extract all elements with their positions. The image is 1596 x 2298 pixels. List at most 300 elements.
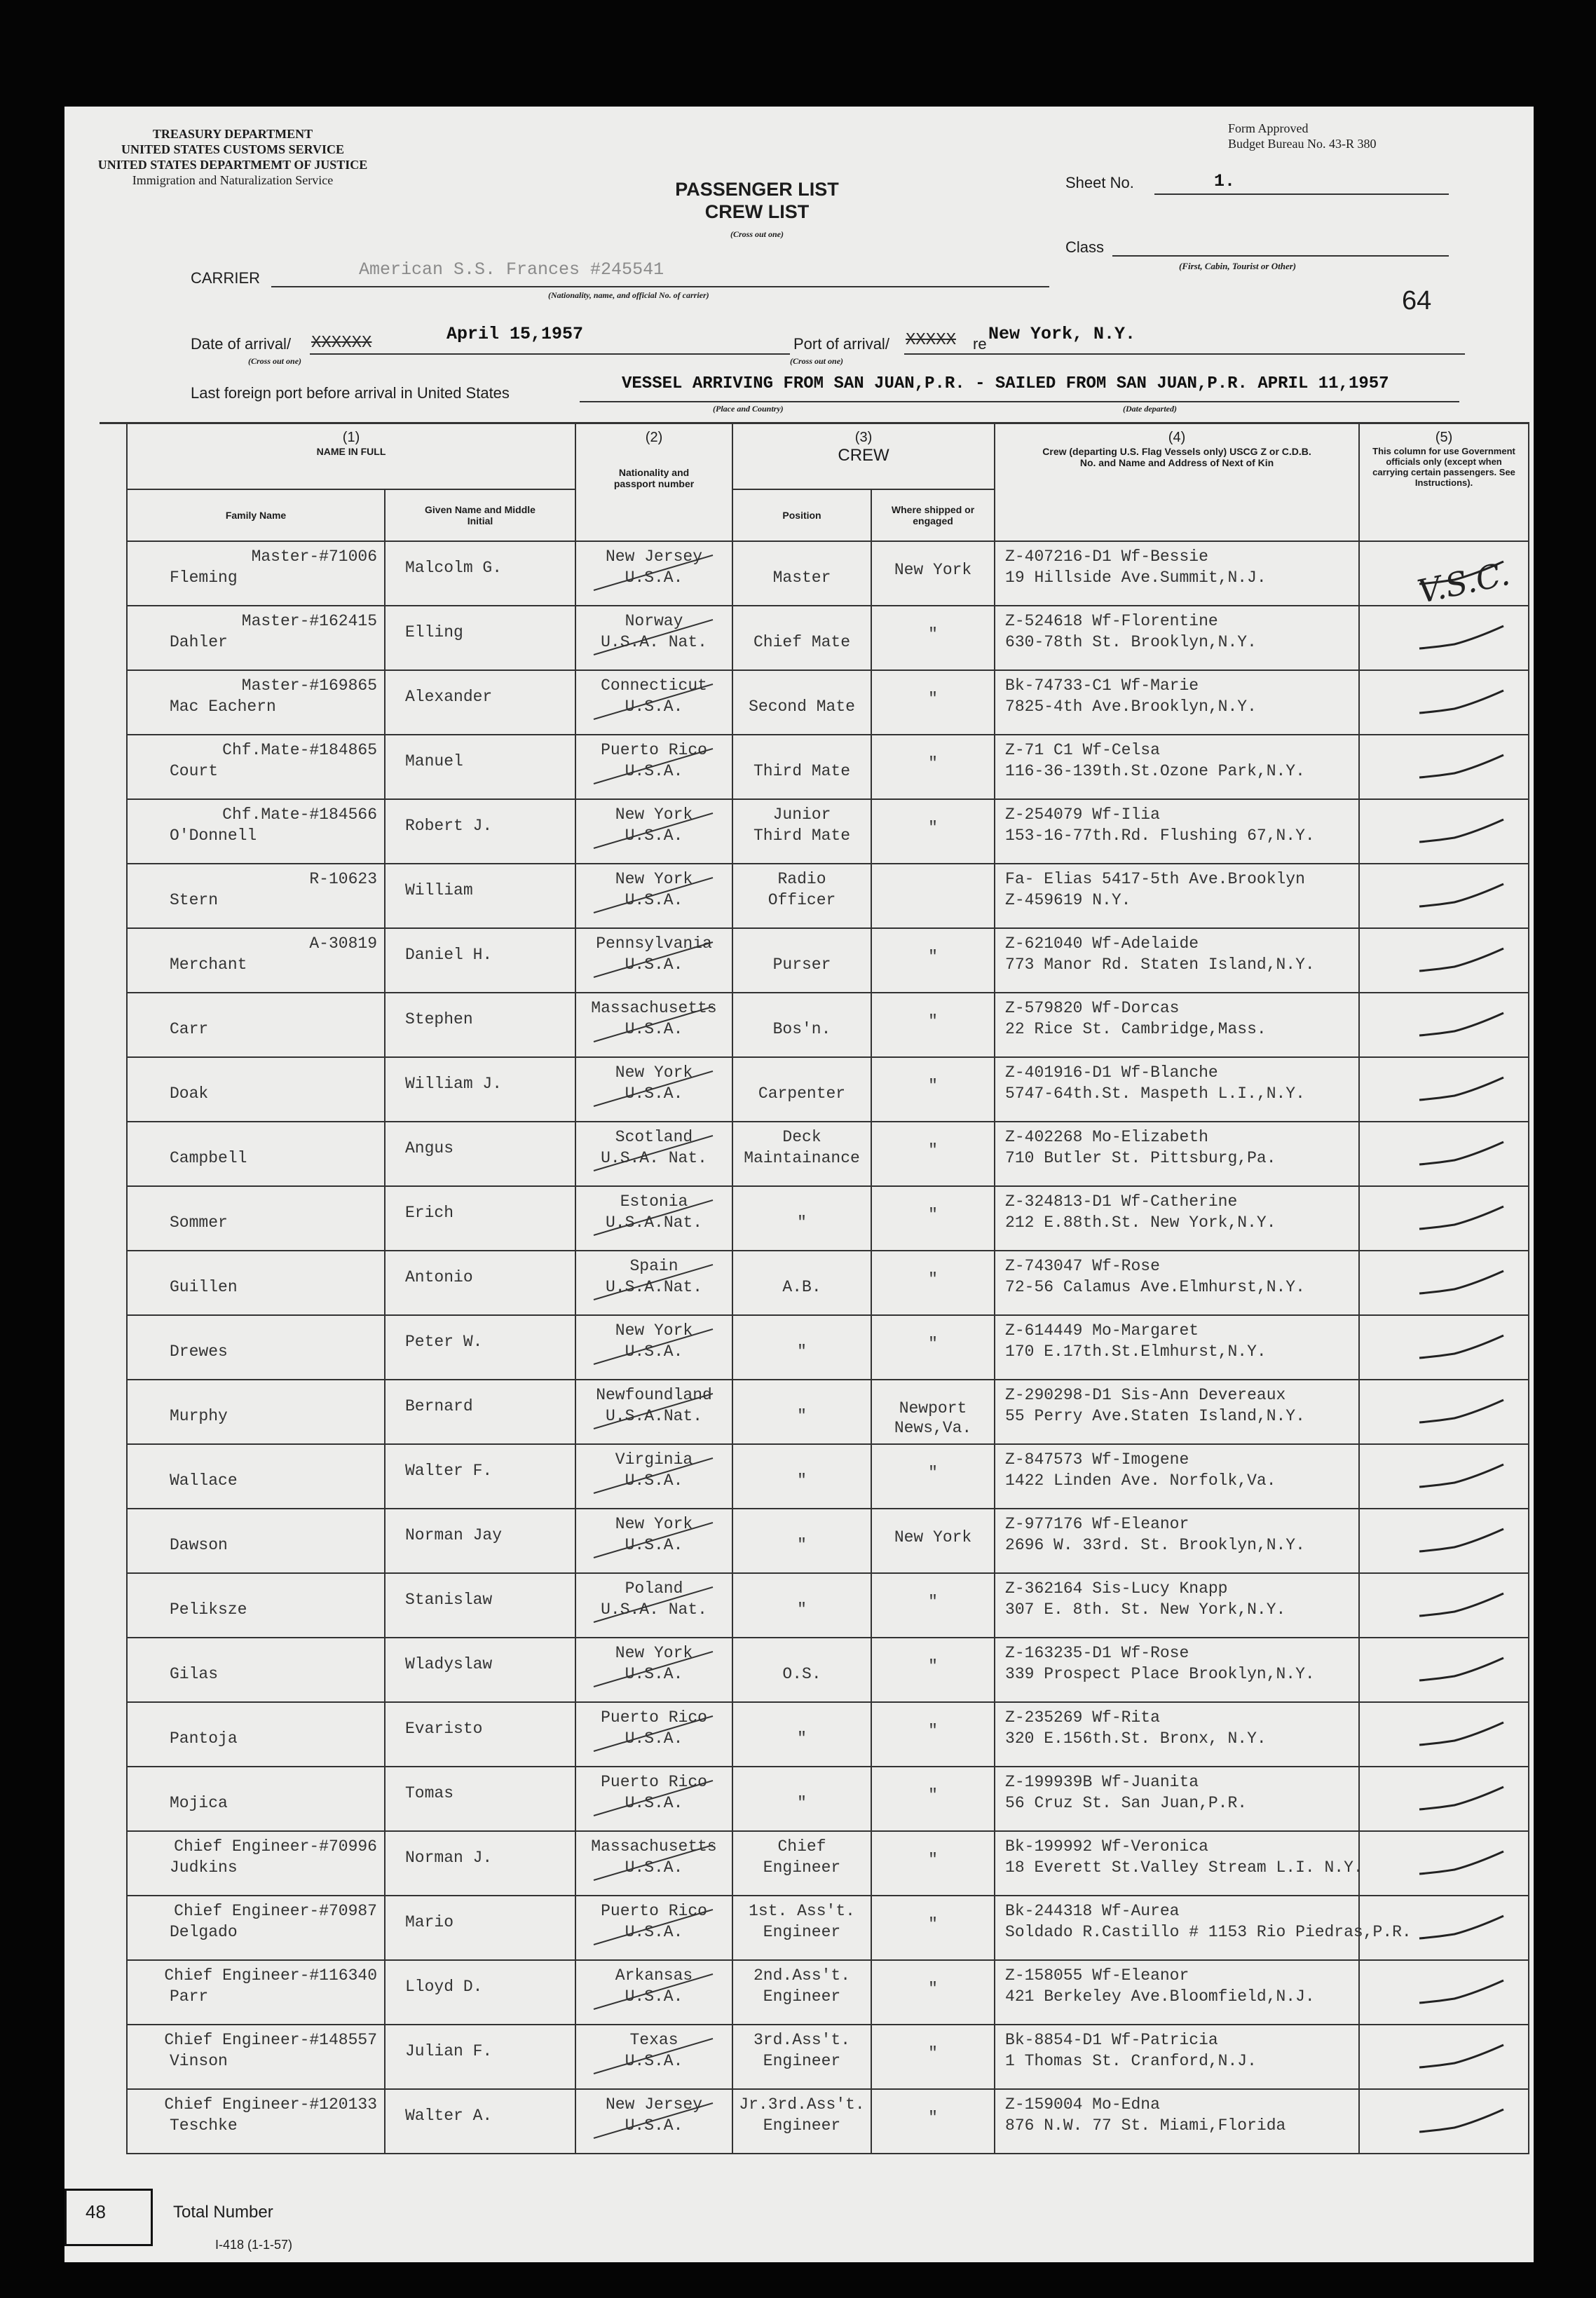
family-name-cell bbox=[127, 1186, 385, 1251]
position-cell bbox=[732, 1573, 871, 1638]
check-mark-icon bbox=[1416, 1330, 1507, 1370]
given-name-cell bbox=[385, 928, 575, 993]
given-name-cell bbox=[385, 1831, 575, 1896]
check-mark-icon bbox=[1416, 2104, 1507, 2144]
where-shipped: New York bbox=[894, 1528, 972, 1546]
family-name-cell bbox=[127, 928, 385, 993]
position: Engineer bbox=[763, 1987, 841, 2006]
uscg-number-kin: Z-254079 Wf-Ilia bbox=[1005, 805, 1160, 824]
strike-mark bbox=[590, 2100, 716, 2142]
department-block bbox=[86, 126, 380, 188]
position-cell bbox=[732, 1896, 871, 1960]
position-line1: Junior bbox=[772, 805, 831, 824]
family-name-cell bbox=[127, 1251, 385, 1315]
given-name: Daniel H. bbox=[405, 946, 493, 964]
nationality-cell bbox=[575, 541, 732, 606]
given-name-cell bbox=[385, 1251, 575, 1315]
table-row bbox=[127, 928, 1529, 993]
given-name: Lloyd D. bbox=[405, 1978, 483, 1996]
kin-address: 710 Butler St. Pittsburg,Pa. bbox=[1005, 1149, 1276, 1167]
where-shipped-cell bbox=[871, 1638, 995, 1702]
strike-mark bbox=[590, 616, 716, 658]
sheet-no-label: Sheet No. bbox=[1065, 174, 1134, 191]
col-crew bbox=[732, 423, 995, 489]
where-shipped: " bbox=[928, 1077, 938, 1095]
license-number: Chief Engineer-#116340 bbox=[164, 1966, 377, 1985]
strike-mark bbox=[590, 552, 716, 594]
uscg-number-kin: Z-290298-D1 Sis-Ann Devereaux bbox=[1005, 1386, 1286, 1404]
next-of-kin-cell bbox=[995, 1573, 1359, 1638]
position-cell bbox=[732, 1638, 871, 1702]
given-name-cell bbox=[385, 1444, 575, 1509]
port-of-arrival-struck: XXXXX bbox=[906, 331, 957, 350]
where-shipped: " bbox=[928, 754, 938, 773]
passport-country: U.S.A. bbox=[625, 827, 683, 845]
family-name: Judkins bbox=[170, 1858, 238, 1877]
where-shipped-cell bbox=[871, 928, 995, 993]
nationality: Puerto Rico bbox=[601, 1773, 707, 1791]
kin-address: Z-459619 N.Y. bbox=[1005, 891, 1131, 909]
government-use-cell bbox=[1359, 1315, 1529, 1380]
strike-mark bbox=[590, 1003, 716, 1045]
next-of-kin-cell bbox=[995, 1186, 1359, 1251]
check-mark-icon bbox=[1416, 685, 1507, 725]
check-mark-icon bbox=[1416, 1846, 1507, 1886]
where-shipped: " bbox=[928, 1915, 938, 1933]
kin-address: 421 Berkeley Ave.Bloomfield,N.J. bbox=[1005, 1987, 1315, 2006]
date-departed-hint: (Date departed) bbox=[1123, 404, 1177, 414]
check-mark-icon bbox=[1416, 1975, 1507, 2015]
kin-address: 7825-4th Ave.Brooklyn,N.Y. bbox=[1005, 698, 1257, 716]
where-shipped: " bbox=[928, 2044, 938, 2062]
government-use-cell bbox=[1359, 1380, 1529, 1444]
family-name-cell bbox=[127, 1960, 385, 2025]
government-use-cell bbox=[1359, 606, 1529, 670]
next-of-kin-cell bbox=[995, 1444, 1359, 1509]
passport-country: U.S.A.Nat. bbox=[606, 1278, 703, 1296]
where-shipped-cell bbox=[871, 1960, 995, 2025]
carrier-value: American S.S. Frances #245541 bbox=[359, 259, 664, 280]
given-name-cell bbox=[385, 735, 575, 799]
where-shipped: " bbox=[928, 1206, 938, 1224]
family-name: O'Donnell bbox=[170, 827, 257, 845]
family-name: Campbell bbox=[170, 1149, 247, 1167]
family-name: Teschke bbox=[170, 2116, 238, 2135]
next-of-kin-cell bbox=[995, 2089, 1359, 2154]
manifest-sheet bbox=[64, 107, 1534, 2262]
table-row bbox=[127, 1122, 1529, 1186]
strike-mark bbox=[590, 745, 716, 787]
nationality-cell bbox=[575, 1251, 732, 1315]
position-cell bbox=[732, 1186, 871, 1251]
passport-country: U.S.A. bbox=[625, 1471, 683, 1490]
where-shipped-cell bbox=[871, 541, 995, 606]
table-row bbox=[127, 606, 1529, 670]
where-shipped-cell bbox=[871, 799, 995, 864]
table-row bbox=[127, 864, 1529, 928]
position-cell bbox=[732, 1122, 871, 1186]
nationality: New Jersey bbox=[606, 2095, 703, 2114]
uscg-number-kin: Z-324813-D1 Wf-Catherine bbox=[1005, 1192, 1238, 1211]
strike-mark bbox=[590, 1068, 716, 1110]
nationality: Puerto Rico bbox=[601, 741, 707, 759]
given-name: Robert J. bbox=[405, 817, 493, 835]
given-name-cell bbox=[385, 606, 575, 670]
strike-mark bbox=[590, 1842, 716, 1884]
nationality: Norway bbox=[625, 612, 683, 630]
check-mark-icon bbox=[1416, 814, 1507, 854]
date-of-arrival-struck: XXXXXX bbox=[311, 334, 372, 353]
col-num: (5) bbox=[1435, 430, 1453, 445]
check-mark-icon bbox=[1416, 749, 1507, 789]
next-of-kin-cell bbox=[995, 606, 1359, 670]
next-of-kin-cell bbox=[995, 1380, 1359, 1444]
position-cell bbox=[732, 1702, 871, 1767]
passport-country: U.S.A. Nat. bbox=[601, 633, 707, 651]
total-value: 48 bbox=[86, 2201, 106, 2222]
position-line1: 3rd.Ass't. bbox=[753, 2031, 851, 2049]
passport-country: U.S.A. bbox=[625, 1665, 683, 1683]
where-shipped-cell bbox=[871, 2089, 995, 2154]
strike-mark bbox=[590, 1906, 716, 1948]
government-use-cell bbox=[1359, 1444, 1529, 1509]
position: Master bbox=[772, 569, 831, 587]
position-cell bbox=[732, 735, 871, 799]
dept-line: TREASURY DEPARTMENT bbox=[152, 127, 313, 141]
passport-country: U.S.A. bbox=[625, 1794, 683, 1812]
budget-bureau: Budget Bureau No. 43-R 380 bbox=[1228, 137, 1377, 151]
col-label: NAME IN FULL bbox=[316, 446, 386, 457]
nationality: New York bbox=[615, 870, 693, 888]
nationality: New Jersey bbox=[606, 548, 703, 566]
where-shipped-cell bbox=[871, 1380, 995, 1444]
dept-line: Immigration and Naturalization Service bbox=[132, 173, 334, 187]
nationality: Scotland bbox=[615, 1128, 693, 1146]
position: A.B. bbox=[782, 1278, 821, 1296]
kin-address: 116-36-139th.St.Ozone Park,N.Y. bbox=[1005, 762, 1305, 780]
uscg-number-kin: Z-158055 Wf-Eleanor bbox=[1005, 1966, 1189, 1985]
nationality: Newfoundland bbox=[596, 1386, 712, 1404]
government-use-cell bbox=[1359, 928, 1529, 993]
position: Second Mate bbox=[749, 698, 855, 716]
nationality-cell bbox=[575, 1057, 732, 1122]
where-shipped-cell bbox=[871, 1057, 995, 1122]
family-name: Gilas bbox=[170, 1665, 219, 1683]
kin-address: Soldado R.Castillo # 1153 Rio Piedras,P.R. bbox=[1005, 1923, 1412, 1941]
uscg-number-kin: Z-71 C1 Wf-Celsa bbox=[1005, 741, 1160, 759]
table-row bbox=[127, 1638, 1529, 1702]
table-row bbox=[127, 1380, 1529, 1444]
nationality-cell bbox=[575, 1444, 732, 1509]
given-name: Manuel bbox=[405, 752, 463, 770]
family-name-cell bbox=[127, 1509, 385, 1573]
position-cell bbox=[732, 2025, 871, 2089]
given-name: William J. bbox=[405, 1075, 503, 1093]
where-shipped-cell bbox=[871, 1702, 995, 1767]
nationality: New York bbox=[615, 1515, 693, 1533]
family-name-cell bbox=[127, 1638, 385, 1702]
position: Maintainance bbox=[744, 1149, 860, 1167]
where-shipped: New York bbox=[894, 561, 972, 579]
form-approved: Form Approved bbox=[1228, 121, 1309, 135]
government-use-cell bbox=[1359, 1186, 1529, 1251]
passport-country: U.S.A. Nat. bbox=[601, 1600, 707, 1619]
where-shipped-cell bbox=[871, 1444, 995, 1509]
given-name: Walter A. bbox=[405, 2107, 493, 2125]
given-name: Julian F. bbox=[405, 2042, 493, 2060]
family-name-cell bbox=[127, 735, 385, 799]
government-use-cell bbox=[1359, 864, 1529, 928]
table-row bbox=[127, 1573, 1529, 1638]
given-name-cell bbox=[385, 1122, 575, 1186]
given-name-cell bbox=[385, 541, 575, 606]
kin-address: 1 Thomas St. Cranford,N.J. bbox=[1005, 2052, 1257, 2070]
passport-country: U.S.A. bbox=[625, 2052, 683, 2070]
nationality: Massachusetts bbox=[591, 1837, 717, 1856]
given-name: Antonio bbox=[405, 1268, 473, 1286]
position-cell bbox=[732, 1251, 871, 1315]
col-given-name: Given Name and Middle Initial bbox=[385, 489, 575, 541]
position: Third Mate bbox=[753, 762, 851, 780]
uscg-number-kin: Z-402268 Mo-Elizabeth bbox=[1005, 1128, 1208, 1146]
passport-country: U.S.A. bbox=[625, 1729, 683, 1748]
government-use-cell bbox=[1359, 1702, 1529, 1767]
kin-address: 72-56 Calamus Ave.Elmhurst,N.Y. bbox=[1005, 1278, 1305, 1296]
given-name: Erich bbox=[405, 1204, 454, 1222]
nationality: Arkansas bbox=[615, 1966, 693, 1985]
kin-address: 339 Prospect Place Brooklyn,N.Y. bbox=[1005, 1665, 1315, 1683]
given-name: Alexander bbox=[405, 688, 493, 706]
position-cell bbox=[732, 1831, 871, 1896]
port-of-arrival-label: Port of arrival/ bbox=[793, 335, 889, 353]
kin-address: 307 E. 8th. St. New York,N.Y. bbox=[1005, 1600, 1286, 1619]
family-name-cell bbox=[127, 1702, 385, 1767]
col-label: Nationality and passport number bbox=[613, 467, 695, 489]
government-use-cell bbox=[1359, 1251, 1529, 1315]
table-row bbox=[127, 1767, 1529, 1831]
kin-address: 56 Cruz St. San Juan,P.R. bbox=[1005, 1794, 1248, 1812]
place-hint: (Place and Country) bbox=[713, 404, 784, 414]
family-name: Drewes bbox=[170, 1342, 228, 1361]
government-use-cell bbox=[1359, 1573, 1529, 1638]
where-shipped: " bbox=[928, 1335, 938, 1353]
uscg-number-kin: Z-743047 Wf-Rose bbox=[1005, 1257, 1160, 1275]
strike-mark bbox=[590, 1197, 716, 1239]
government-use-cell bbox=[1359, 993, 1529, 1057]
next-of-kin-cell bbox=[995, 1960, 1359, 2025]
carrier-hint: (Nationality, name, and official No. of carrier) bbox=[548, 290, 709, 300]
given-name: Stephen bbox=[405, 1010, 473, 1028]
given-name-cell bbox=[385, 2089, 575, 2154]
given-name: Walter F. bbox=[405, 1462, 493, 1480]
table-row bbox=[127, 670, 1529, 735]
check-mark-icon bbox=[1416, 1201, 1507, 1241]
nationality-cell bbox=[575, 1831, 732, 1896]
position-cell bbox=[732, 1057, 871, 1122]
given-name: Wladyslaw bbox=[405, 1655, 493, 1673]
where-shipped: " bbox=[928, 948, 938, 966]
check-mark-icon bbox=[1416, 1136, 1507, 1176]
arrival-hint: (Cross out one) bbox=[248, 356, 302, 366]
where-shipped: " bbox=[928, 1851, 938, 1869]
where-shipped-cell bbox=[871, 1896, 995, 1960]
uscg-number-kin: Z-579820 Wf-Dorcas bbox=[1005, 999, 1180, 1017]
nationality-cell bbox=[575, 864, 732, 928]
family-name-cell bbox=[127, 1057, 385, 1122]
family-name: Dahler bbox=[170, 633, 228, 651]
strike-mark bbox=[590, 1971, 716, 2013]
family-name-cell bbox=[127, 993, 385, 1057]
position-cell bbox=[732, 799, 871, 864]
kin-address: 1422 Linden Ave. Norfolk,Va. bbox=[1005, 1471, 1276, 1490]
passport-country: U.S.A. bbox=[625, 569, 683, 587]
family-name: Carr bbox=[170, 1020, 209, 1038]
given-name-cell bbox=[385, 1767, 575, 1831]
col-nationality bbox=[575, 423, 732, 541]
family-name-cell bbox=[127, 1767, 385, 1831]
next-of-kin-cell bbox=[995, 1251, 1359, 1315]
where-shipped-cell bbox=[871, 1251, 995, 1315]
table-row bbox=[127, 799, 1529, 864]
check-mark-icon bbox=[1416, 1007, 1507, 1047]
table-row bbox=[127, 1251, 1529, 1315]
position: Chief Mate bbox=[753, 633, 851, 651]
strike-mark bbox=[590, 1261, 716, 1303]
check-mark-icon bbox=[1416, 1652, 1507, 1692]
position-line1: 2nd.Ass't. bbox=[753, 1966, 851, 1985]
position-cell bbox=[732, 606, 871, 670]
uscg-number-kin: Fa- Elias 5417-5th Ave.Brooklyn bbox=[1005, 870, 1305, 888]
given-name: Bernard bbox=[405, 1397, 473, 1415]
uscg-number-kin: Z-235269 Wf-Rita bbox=[1005, 1708, 1160, 1727]
license-number: Master-#169865 bbox=[241, 677, 377, 695]
strike-mark bbox=[590, 1326, 716, 1368]
strike-mark bbox=[590, 1584, 716, 1626]
where-shipped: " bbox=[928, 1722, 938, 1740]
next-of-kin-cell bbox=[995, 1702, 1359, 1767]
family-name-cell bbox=[127, 1380, 385, 1444]
col-family-name: Family Name bbox=[127, 489, 385, 541]
given-name: Tomas bbox=[405, 1784, 454, 1802]
carrier-label: CARRIER bbox=[191, 269, 261, 287]
form-approval bbox=[1228, 121, 1376, 151]
nationality-cell bbox=[575, 1509, 732, 1573]
next-of-kin-cell bbox=[995, 1509, 1359, 1573]
nationality-cell bbox=[575, 1960, 732, 2025]
col-num: (1) bbox=[342, 430, 360, 445]
col-position: Position bbox=[732, 489, 871, 541]
uscg-number-kin: Z-847573 Wf-Imogene bbox=[1005, 1450, 1189, 1469]
nationality-cell bbox=[575, 2089, 732, 2154]
government-use-cell bbox=[1359, 1896, 1529, 1960]
nationality: Poland bbox=[625, 1579, 683, 1598]
uscg-number-kin: Bk-74733-C1 Wf-Marie bbox=[1005, 677, 1199, 695]
strike-mark bbox=[590, 810, 716, 852]
given-name-cell bbox=[385, 1960, 575, 2025]
license-number: A-30819 bbox=[309, 934, 377, 953]
kin-address: 630-78th St. Brooklyn,N.Y. bbox=[1005, 633, 1257, 651]
strike-mark bbox=[590, 1390, 716, 1432]
check-mark-icon bbox=[1416, 1523, 1507, 1563]
family-name: Wallace bbox=[170, 1471, 238, 1490]
position-line1: Deck bbox=[782, 1128, 821, 1146]
where-shipped: Newport News,Va. bbox=[894, 1399, 972, 1437]
government-use-cell bbox=[1359, 2089, 1529, 2154]
family-name-cell bbox=[127, 606, 385, 670]
strike-mark bbox=[590, 1713, 716, 1755]
government-use-cell bbox=[1359, 1057, 1529, 1122]
position: Third Mate bbox=[753, 827, 851, 845]
cross-out-note: (Cross out one) bbox=[730, 229, 784, 239]
next-of-kin-cell bbox=[995, 670, 1359, 735]
col-next-of-kin bbox=[995, 423, 1359, 541]
position-cell bbox=[732, 2089, 871, 2154]
strike-mark bbox=[590, 1455, 716, 1497]
nationality-cell bbox=[575, 735, 732, 799]
next-of-kin-cell bbox=[995, 1315, 1359, 1380]
where-shipped-cell bbox=[871, 2025, 995, 2089]
next-of-kin-cell bbox=[995, 799, 1359, 864]
kin-address: 18 Everett St.Valley Stream L.I. N.Y. bbox=[1005, 1858, 1363, 1877]
license-number: R-10623 bbox=[309, 870, 377, 888]
kin-address: 55 Perry Ave.Staten Island,N.Y. bbox=[1005, 1407, 1305, 1425]
where-shipped: " bbox=[928, 1270, 938, 1289]
passport-country: U.S.A. bbox=[625, 1536, 683, 1554]
table-row bbox=[127, 1960, 1529, 2025]
next-of-kin-cell bbox=[995, 1122, 1359, 1186]
government-use-cell bbox=[1359, 1509, 1529, 1573]
given-name: Peter W. bbox=[405, 1333, 483, 1351]
given-name: Angus bbox=[405, 1139, 454, 1157]
next-of-kin-cell bbox=[995, 2025, 1359, 2089]
nationality-cell bbox=[575, 1380, 732, 1444]
port-of-arrival-value: New York, N.Y. bbox=[988, 324, 1136, 344]
check-mark-icon bbox=[1416, 1781, 1507, 1821]
nationality: New York bbox=[615, 1644, 693, 1662]
where-shipped: " bbox=[928, 625, 938, 644]
position: " bbox=[797, 1213, 807, 1232]
position: Officer bbox=[768, 891, 836, 909]
position-line1: Chief bbox=[777, 1837, 826, 1856]
position: O.S. bbox=[782, 1665, 821, 1683]
col-government-use bbox=[1359, 423, 1529, 541]
license-number: Master-#71006 bbox=[251, 548, 377, 566]
nationality-cell bbox=[575, 928, 732, 993]
position: " bbox=[797, 1536, 807, 1554]
given-name-cell bbox=[385, 2025, 575, 2089]
date-of-arrival-value: April 15,1957 bbox=[446, 324, 584, 344]
check-mark-icon bbox=[1416, 620, 1507, 660]
uscg-number-kin: Bk-8854-D1 Wf-Patricia bbox=[1005, 2031, 1218, 2049]
where-shipped-cell bbox=[871, 1315, 995, 1380]
license-number: Master-#162415 bbox=[241, 612, 377, 630]
col-num: (2) bbox=[645, 430, 663, 445]
given-name: William bbox=[405, 881, 473, 899]
government-use-cell bbox=[1359, 1767, 1529, 1831]
kin-address: 170 E.17th.St.Elmhurst,N.Y. bbox=[1005, 1342, 1267, 1361]
given-name-cell bbox=[385, 1896, 575, 1960]
where-shipped: " bbox=[928, 1141, 938, 1160]
family-name: Mac Eachern bbox=[170, 698, 276, 716]
position: Engineer bbox=[763, 1923, 841, 1941]
family-name-cell bbox=[127, 799, 385, 864]
nationality: New York bbox=[615, 1063, 693, 1082]
family-name-cell bbox=[127, 2089, 385, 2154]
col-label: This column for use Government officials only (except when carrying certain passengers. See Instructions). bbox=[1372, 446, 1515, 488]
where-shipped-cell bbox=[871, 1831, 995, 1896]
col-label: Crew (departing U.S. Flag Vessels only) USCG Z or C.D.B. No. and Name and Address of Next of Kin bbox=[1042, 446, 1311, 468]
strike-mark bbox=[590, 1777, 716, 1819]
